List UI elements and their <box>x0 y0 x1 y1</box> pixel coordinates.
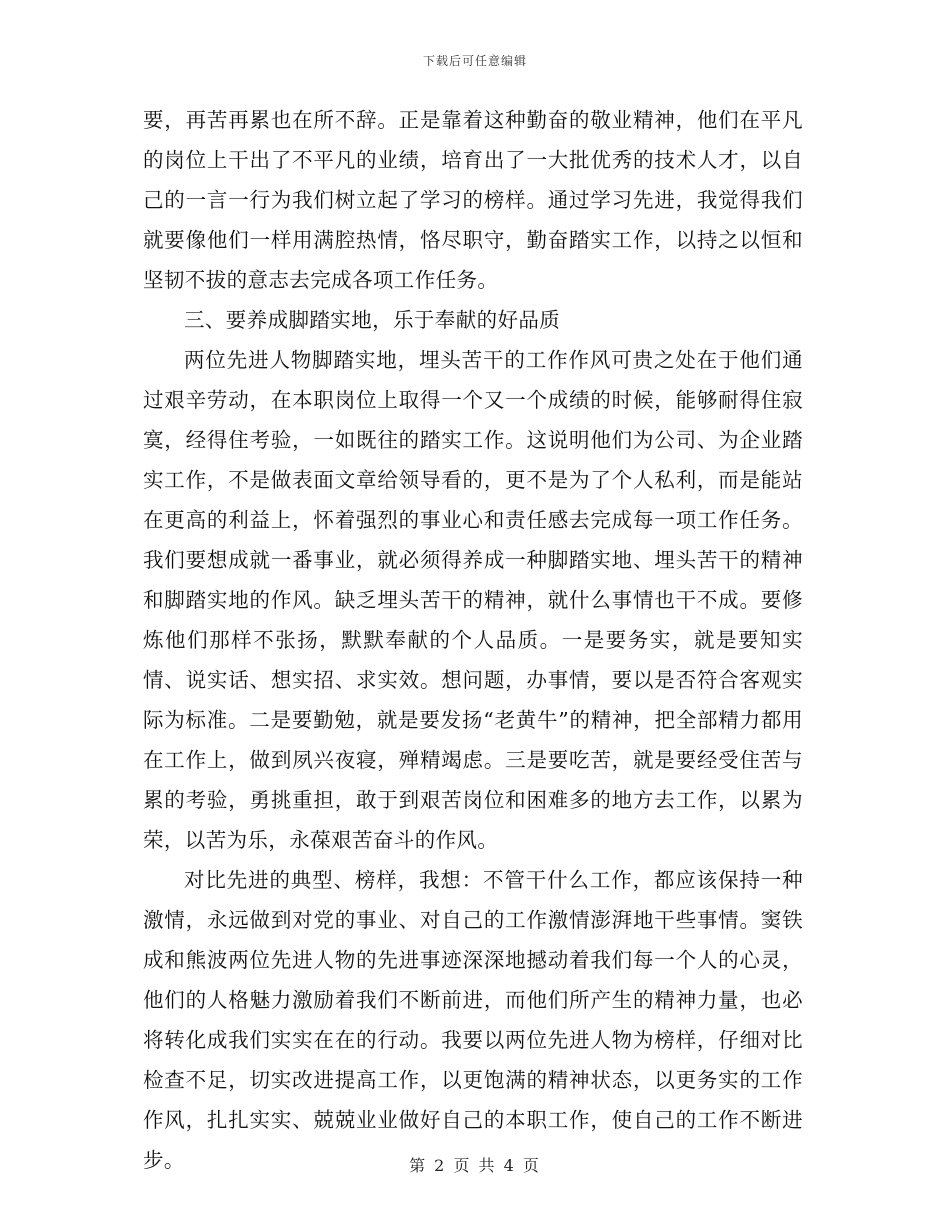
page-number: 第 2 页 共 4 页 <box>409 1156 541 1175</box>
paragraph-conclusion: 对比先进的典型、榜样，我想：不管干什么工作，都应该保持一种激情，永远做到对党的事业、对自己的工作激情澎湃地干些事情。窦铁成和熊波两位先进人物的先进事迹深深地撼动着我们每一个人的心灵，他们的人格魅力激励着我们不断前进，而他们所产生的精神力量，也必将转化成我们实实在在的行动。我要以两位先进人物为榜样，仔细对比检查不足，切实改进提高工作，以更饱满的精神状态，以更务实的工作作风，扎扎实实、兢兢业业做好自己的本职工作，使自己的工作不断进步。 <box>143 868 803 1172</box>
paragraph-body: 两位先进人物脚踏实地，埋头苦干的工作作风可贵之处在于他们通过艰辛劳动，在本职岗位上取得一个又一个成绩的时候，能够耐得住寂寞，经得住考验，一如既往的踏实工作。这说明他们为公司、为企业踏实工作，不是做表面文章给领导看的，更不是为了个人私利，而是能站在更高的利益上，怀着强烈的事业心和责任感去完成每一项工作任务。我们要想成就一番事业，就必须得养成一种脚踏实地、埋头苦干的精神和脚踏实地的作风。缺乏埋头苦干的精神，就什么事情也干不成。要修炼他们那样不张扬，默默奉献的个人品质。一是要务实，就是要知实情、说实话、想实招、求实效。想问题，办事情，要以是否符合客观实际为标准。二是要勤勉，就是要发扬“老黄牛”的精神，把全部精力都用在工作上，做到夙兴夜寝，殚精竭虑。三是要吃苦，就是要经受住苦与累的考验，勇挑重担，敢于到艰苦岗位和困难多的地方去工作，以累为荣，以苦为乐，永葆艰苦奋斗的作风。 <box>143 348 803 852</box>
paragraph-continuation: 要，再苦再累也在所不辞。正是靠着这种勤奋的敬业精神，他们在平凡的岗位上干出了不平凡的业绩，培育出了一大批优秀的技术人才，以自己的一言一行为我们树立起了学习的榜样。通过学习先进，我觉得我们就要像他们一样用满腔热情，恪尽职守，勤奋踏实工作，以持之以恒和坚韧不拔的意志去完成各项工作任务。 <box>143 108 803 292</box>
section-heading: 三、要养成脚踏实地，乐于奉献的好品质 <box>184 308 561 332</box>
document-body <box>143 100 803 1180</box>
page-header: 下载后可任意编辑 <box>422 54 527 68</box>
